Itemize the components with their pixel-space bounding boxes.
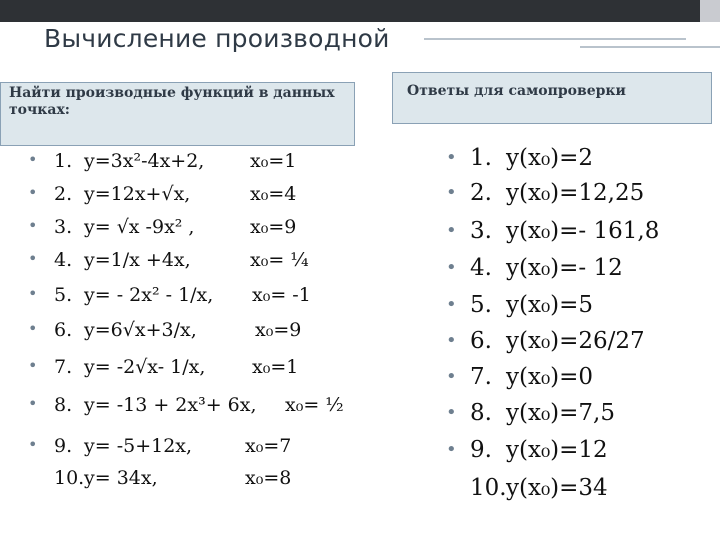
- bullet-icon: •: [446, 294, 457, 315]
- bullet-icon: •: [28, 394, 38, 413]
- bullet-icon: •: [28, 435, 38, 454]
- task-number: 3.: [54, 216, 73, 238]
- task-number: 2.: [54, 183, 73, 205]
- bullet-icon: •: [28, 183, 38, 202]
- page-title: Вычисление производной: [44, 24, 390, 53]
- answer-value: y(x₀)=12,25: [506, 180, 645, 206]
- answer-value: y(x₀)=12: [506, 437, 608, 463]
- bullet-icon: •: [28, 356, 38, 375]
- bullet-icon: •: [446, 257, 457, 278]
- task-point: x₀=9: [255, 319, 302, 341]
- task-header-box: [0, 82, 355, 146]
- answer-number: 9.: [470, 437, 492, 463]
- task-header: Найти производные функций в данных точках:: [9, 85, 335, 118]
- answer-value: y(x₀)=0: [506, 364, 594, 390]
- task-number: 5.: [54, 284, 73, 306]
- top-bar: [0, 0, 720, 22]
- answer-number: 8.: [470, 400, 492, 426]
- answer-value: y(x₀)=- 161,8: [506, 218, 660, 244]
- task-number: 1.: [54, 150, 73, 172]
- answer-value: y(x₀)=- 12: [506, 255, 623, 281]
- answer-value: y(x₀)=2: [506, 145, 594, 171]
- task-function: y= -13 + 2x³+ 6x,: [84, 394, 257, 416]
- bullet-icon: •: [446, 402, 457, 423]
- task-function: y=3x²-4x+2,: [84, 150, 205, 172]
- task-function: y= -2√x- 1/x,: [84, 356, 206, 378]
- task-number: 10.: [54, 467, 85, 489]
- task-point: x₀= ¼: [250, 249, 309, 271]
- answer-value: y(x₀)=26/27: [506, 328, 645, 354]
- task-function: y=12x+√x,: [84, 183, 191, 205]
- bullet-icon: •: [446, 439, 457, 460]
- task-number: 7.: [54, 356, 73, 378]
- task-function: y= 34x,: [84, 467, 158, 489]
- bullet-icon: •: [446, 147, 457, 168]
- answer-header-box: [392, 72, 712, 124]
- bullet-icon: •: [28, 150, 38, 169]
- task-function: y= - 2x² - 1/x,: [84, 284, 214, 306]
- answer-number: 5.: [470, 292, 492, 318]
- task-function: y= √x -9x² ,: [84, 216, 195, 238]
- bullet-icon: •: [28, 284, 38, 303]
- answer-header: Ответы для самопроверки: [407, 83, 626, 99]
- task-number: 8.: [54, 394, 73, 416]
- task-number: 9.: [54, 435, 73, 457]
- answer-number: 1.: [470, 145, 492, 171]
- answer-number: 2.: [470, 180, 492, 206]
- task-point: x₀=7: [245, 435, 292, 457]
- bullet-icon: •: [446, 182, 457, 203]
- title-rule-secondary: [580, 46, 720, 48]
- task-point: x₀=4: [250, 183, 297, 205]
- answer-number: 10.: [470, 475, 507, 501]
- answer-value: y(x₀)=34: [506, 475, 608, 501]
- top-bar-accent: [700, 0, 720, 22]
- answer-number: 7.: [470, 364, 492, 390]
- bullet-icon: •: [28, 249, 38, 268]
- bullet-icon: •: [28, 216, 38, 235]
- task-number: 6.: [54, 319, 73, 341]
- task-point: x₀=9: [250, 216, 297, 238]
- bullet-icon: •: [446, 366, 457, 387]
- task-point: x₀= -1: [252, 284, 311, 306]
- task-point: x₀=1: [252, 356, 299, 378]
- answer-value: y(x₀)=7,5: [506, 400, 615, 426]
- task-function: y= -5+12x,: [84, 435, 193, 457]
- task-point: x₀=8: [245, 467, 292, 489]
- task-function: y=1/x +4x,: [84, 249, 191, 271]
- task-number: 4.: [54, 249, 73, 271]
- title-rule: [424, 38, 686, 40]
- bullet-icon: •: [446, 220, 457, 241]
- bullet-icon: •: [28, 319, 38, 338]
- task-function: y=6√x+3/x,: [84, 319, 197, 341]
- task-point: x₀=1: [250, 150, 297, 172]
- answer-value: y(x₀)=5: [506, 292, 594, 318]
- bullet-icon: •: [446, 330, 457, 351]
- answer-number: 3.: [470, 218, 492, 244]
- answer-number: 4.: [470, 255, 492, 281]
- answer-number: 6.: [470, 328, 492, 354]
- task-point: x₀= ½: [285, 394, 344, 416]
